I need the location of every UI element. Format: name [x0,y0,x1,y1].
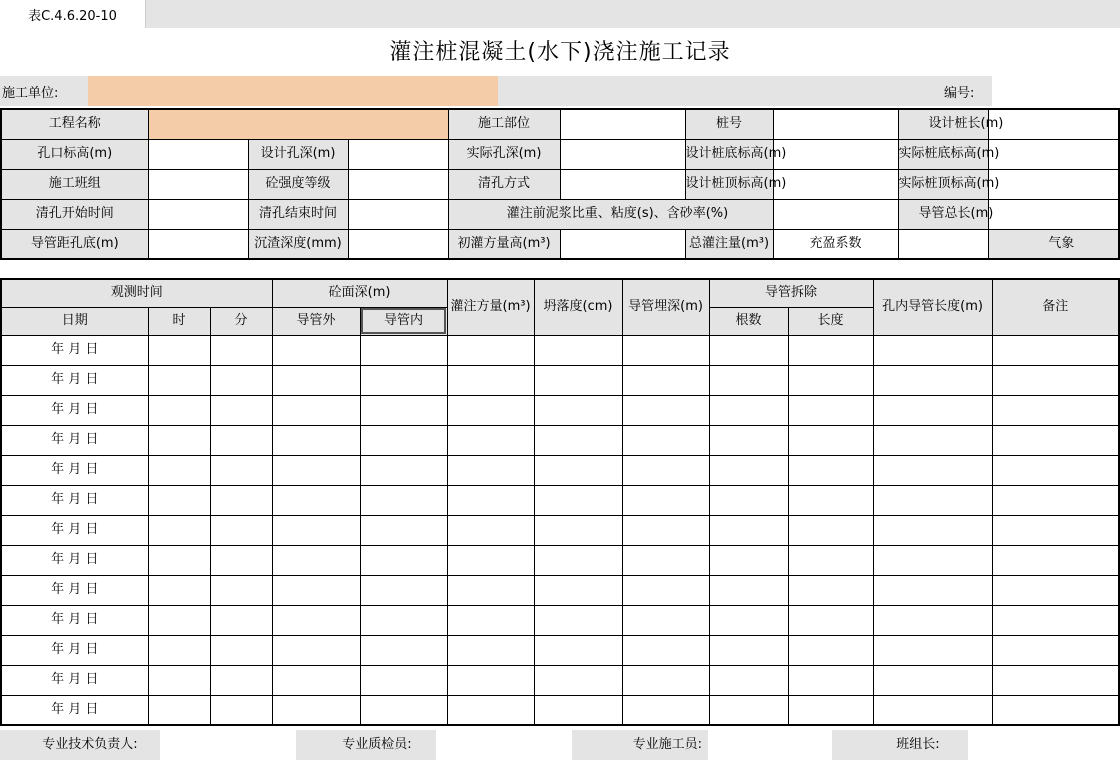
record-cell[interactable] [447,695,534,725]
header-minute: 分 [210,307,272,335]
label-fill-factor: 充盈系数 [809,235,862,251]
record-cell[interactable] [622,515,709,545]
record-cell[interactable] [447,545,534,575]
record-cell[interactable] [210,695,272,725]
record-cell[interactable] [873,485,992,515]
header-date: 日期 [1,307,148,335]
record-row [1,395,1119,425]
record-cell[interactable] [210,395,272,425]
record-cell[interactable] [534,485,622,515]
record-cell[interactable] [360,575,447,605]
record-cell[interactable] [210,455,272,485]
form-code-cell[interactable] [0,0,146,28]
label-pipe-to-bottom: 导管距孔底(m) [1,229,148,259]
label-pipe-total-length: 导管总长(m) [898,199,988,229]
record-cell[interactable] [873,545,992,575]
label-design-bottom-elevation: 设计桩底标高(m) [685,139,773,169]
label-constructor: 专业施工员: [632,737,702,752]
record-cell[interactable] [360,395,447,425]
record-cell[interactable] [447,665,534,695]
record-cell[interactable] [210,665,272,695]
record-cell[interactable] [360,665,447,695]
record-cell[interactable] [873,605,992,635]
design-hole-depth-input[interactable] [348,139,448,169]
record-cell[interactable] [148,545,210,575]
record-cell[interactable] [873,425,992,455]
hole-elevation-input[interactable] [148,139,248,169]
record-cell[interactable] [534,365,622,395]
label-cleaning-method: 清孔方式 [448,169,560,199]
record-row [1,695,1119,725]
record-cell[interactable] [148,395,210,425]
header-slump: 坍落度(cm) [534,279,622,335]
record-cell[interactable] [148,575,210,605]
record-row [1,605,1119,635]
record-cell[interactable] [360,545,447,575]
record-cell[interactable] [622,695,709,725]
record-cell[interactable] [360,485,447,515]
record-date-cell[interactable]: 年 月 日 [1,695,148,725]
record-cell[interactable] [272,545,360,575]
record-cell[interactable] [788,575,873,605]
label-design-top-elevation: 设计桩顶标高(m) [685,169,773,199]
record-cell[interactable] [148,335,210,365]
record-cell[interactable] [360,605,447,635]
record-cell[interactable] [210,365,272,395]
number-input[interactable] [992,76,1120,106]
label-concrete-grade: 砼强度等级 [248,169,348,199]
record-cell[interactable] [622,605,709,635]
form-code: 表C.4.6.20-10 [28,8,117,24]
record-cell[interactable] [534,335,622,365]
unit-label: 施工单位: [2,85,59,101]
signature-footer [0,730,1120,760]
record-cell[interactable] [788,395,873,425]
record-cell[interactable] [148,365,210,395]
pipe-to-bottom-input[interactable] [148,229,248,259]
record-cell[interactable] [447,515,534,545]
record-cell[interactable] [148,515,210,545]
record-cell[interactable] [360,455,447,485]
record-cell[interactable] [447,455,534,485]
record-cell[interactable] [534,575,622,605]
concrete-grade-input[interactable] [348,169,448,199]
team-leader-input[interactable] [968,730,1120,760]
record-cell[interactable] [447,395,534,425]
record-cell[interactable] [709,335,788,365]
record-cell[interactable] [788,605,873,635]
record-cell[interactable] [272,695,360,725]
header-pipe-depth: 导管埋深(m) [622,279,709,335]
record-cell[interactable] [992,635,1119,665]
record-cell[interactable] [360,335,447,365]
record-row [1,635,1119,665]
record-date-cell[interactable]: 年 月 日 [1,455,148,485]
header-length: 长度 [788,307,873,335]
record-cell[interactable] [534,425,622,455]
record-cell[interactable] [534,665,622,695]
quality-inspector-input[interactable] [436,730,572,760]
record-cell[interactable] [360,635,447,665]
record-cell[interactable] [788,515,873,545]
header-inside-pipe[interactable]: 导管内 [360,307,447,335]
record-cell[interactable] [709,485,788,515]
record-cell[interactable] [622,395,709,425]
record-cell[interactable] [272,425,360,455]
record-body [1,335,1119,725]
clean-end-input[interactable] [348,199,448,229]
record-cell[interactable] [272,515,360,545]
record-row [1,425,1119,455]
record-row [1,665,1119,695]
record-cell[interactable] [709,365,788,395]
record-cell[interactable] [992,605,1119,635]
label-team-leader: 班组长: [896,737,940,752]
record-cell[interactable] [148,605,210,635]
label-project-name: 工程名称 [1,109,148,139]
record-date-cell[interactable]: 年 月 日 [1,425,148,455]
initial-pour-input[interactable] [560,229,685,259]
record-date-cell[interactable]: 年 月 日 [1,635,148,665]
header-pipe-remove: 导管拆除 [709,279,873,307]
record-cell[interactable] [788,455,873,485]
record-cell[interactable] [788,665,873,695]
record-cell[interactable] [272,485,360,515]
record-cell[interactable] [148,635,210,665]
record-cell[interactable] [210,605,272,635]
header-remarks: 备注 [992,279,1119,335]
label-total-pour: 总灌注量(m³) [685,229,773,259]
record-cell[interactable] [447,575,534,605]
record-cell[interactable] [992,515,1119,545]
record-cell[interactable] [873,665,992,695]
record-cell[interactable] [210,575,272,605]
record-cell[interactable] [148,425,210,455]
record-cell[interactable] [272,395,360,425]
pipe-total-length-input[interactable] [988,199,1119,229]
record-cell[interactable] [148,665,210,695]
label-team: 施工班组 [1,169,148,199]
record-cell[interactable] [709,425,788,455]
record-date-cell[interactable]: 年 月 日 [1,485,148,515]
design-pile-length-input[interactable] [988,109,1119,139]
record-cell[interactable] [788,425,873,455]
total-pour-input[interactable] [773,229,898,259]
record-cell[interactable] [709,395,788,425]
pile-no-input[interactable] [773,109,898,139]
label-design-hole-depth: 设计孔深(m) [248,139,348,169]
cleaning-method-input[interactable] [560,169,685,199]
record-cell[interactable] [873,455,992,485]
header-pour-volume: 灌注方量(m³) [447,279,534,335]
record-row [1,335,1119,365]
top-header-bar [0,0,1120,28]
label-mud-properties: 灌注前泥浆比重、粘度(s)、含砂率(%) [448,199,773,229]
record-cell[interactable] [148,695,210,725]
record-cell[interactable] [788,365,873,395]
record-row [1,485,1119,515]
record-date-cell[interactable]: 年 月 日 [1,545,148,575]
record-cell[interactable] [992,455,1119,485]
record-cell[interactable] [709,545,788,575]
tech-lead-input[interactable] [160,730,296,760]
record-cell[interactable] [992,365,1119,395]
record-cell[interactable] [272,455,360,485]
team-input[interactable] [148,169,248,199]
header-observe-time: 观测时间 [1,279,272,307]
actual-hole-depth-input[interactable] [560,139,685,169]
record-date-cell[interactable]: 年 月 日 [1,605,148,635]
record-cell[interactable] [873,575,992,605]
record-cell[interactable] [272,665,360,695]
label-pile-no: 桩号 [685,109,773,139]
record-row [1,545,1119,575]
header-pipe-length-in-hole: 孔内导管长度(m) [873,279,992,335]
number-label: 编号: [944,85,975,101]
header-hour: 时 [148,307,210,335]
record-date-cell[interactable]: 年 月 日 [1,335,148,365]
record-cell[interactable] [210,485,272,515]
label-construction-part: 施工部位 [448,109,560,139]
record-cell[interactable] [534,695,622,725]
info-table [0,108,1120,260]
record-cell[interactable] [622,455,709,485]
header-concrete-depth: 砼面深(m) [272,279,447,307]
header-count: 根数 [709,307,788,335]
record-cell[interactable] [788,635,873,665]
record-cell[interactable] [709,665,788,695]
record-cell[interactable] [534,635,622,665]
label-sediment-depth: 沉渣深度(mm) [248,229,348,259]
label-weather: 气象 [988,229,1119,259]
record-cell[interactable] [709,695,788,725]
record-cell[interactable] [534,395,622,425]
record-cell[interactable] [272,335,360,365]
record-cell[interactable] [709,455,788,485]
record-cell[interactable] [873,395,992,425]
record-row [1,575,1119,605]
record-cell[interactable] [534,515,622,545]
record-cell[interactable] [447,485,534,515]
record-cell[interactable] [534,605,622,635]
record-cell[interactable] [992,545,1119,575]
record-cell[interactable] [622,365,709,395]
record-row [1,365,1119,395]
record-cell[interactable] [210,335,272,365]
record-cell[interactable] [788,545,873,575]
unit-input[interactable] [88,76,498,106]
record-cell[interactable] [622,485,709,515]
record-date-cell[interactable]: 年 月 日 [1,365,148,395]
record-cell[interactable] [360,425,447,455]
project-name-input[interactable] [148,109,448,139]
record-cell[interactable] [447,335,534,365]
constructor-input[interactable] [708,730,832,760]
label-initial-pour: 初灌方量高(m³) [448,229,560,259]
record-cell[interactable] [447,365,534,395]
record-cell[interactable] [709,515,788,545]
mud-properties-input[interactable] [773,199,898,229]
record-cell[interactable] [148,455,210,485]
sediment-depth-input[interactable] [348,229,448,259]
design-bottom-elevation-input[interactable] [773,139,898,169]
record-cell[interactable] [788,695,873,725]
record-row [1,515,1119,545]
record-cell[interactable] [788,485,873,515]
record-cell[interactable] [873,695,992,725]
label-tech-lead: 专业技术负责人: [42,737,138,752]
record-cell[interactable] [447,605,534,635]
record-cell[interactable] [622,635,709,665]
label-quality-inspector: 专业质检员: [342,737,412,752]
label-clean-end: 清孔结束时间 [248,199,348,229]
record-cell[interactable] [992,695,1119,725]
record-cell[interactable] [709,605,788,635]
record-cell[interactable] [992,665,1119,695]
record-cell[interactable] [210,545,272,575]
record-cell[interactable] [992,335,1119,365]
construction-part-input[interactable] [560,109,685,139]
label-actual-hole-depth: 实际孔深(m) [448,139,560,169]
record-cell[interactable] [873,635,992,665]
record-cell[interactable] [788,335,873,365]
record-cell[interactable] [272,605,360,635]
label-actual-bottom-elevation: 实际桩底标高(m) [898,139,988,169]
label-actual-top-elevation: 实际桩顶标高(m) [898,169,988,199]
record-cell[interactable] [210,515,272,545]
record-cell[interactable] [622,665,709,695]
actual-bottom-elevation-input[interactable] [988,139,1119,169]
record-cell[interactable] [272,575,360,605]
record-date-cell[interactable]: 年 月 日 [1,395,148,425]
record-date-cell[interactable]: 年 月 日 [1,515,148,545]
header-outside-pipe: 导管外 [272,307,360,335]
record-cell[interactable] [534,455,622,485]
record-cell[interactable] [622,545,709,575]
fill-factor-input[interactable] [898,229,988,259]
record-cell[interactable] [360,365,447,395]
record-cell[interactable] [622,575,709,605]
record-date-cell[interactable]: 年 月 日 [1,575,148,605]
record-cell[interactable] [210,425,272,455]
record-cell[interactable] [210,635,272,665]
record-table [0,278,1120,726]
actual-top-elevation-input[interactable] [988,169,1119,199]
record-cell[interactable] [873,515,992,545]
record-cell[interactable] [992,575,1119,605]
record-row [1,455,1119,485]
page-title: 灌注桩混凝土(水下)浇注施工记录 [389,39,731,65]
clean-start-input[interactable] [148,199,248,229]
record-cell[interactable] [148,485,210,515]
record-cell[interactable] [272,635,360,665]
label-design-pile-length: 设计桩长(m) [898,109,988,139]
record-cell[interactable] [447,425,534,455]
record-cell[interactable] [992,485,1119,515]
record-cell[interactable] [992,395,1119,425]
record-cell[interactable] [873,365,992,395]
label-hole-elevation: 孔口标高(m) [1,139,148,169]
record-cell[interactable] [622,335,709,365]
record-cell[interactable] [873,335,992,365]
record-cell[interactable] [992,425,1119,455]
record-cell[interactable] [272,365,360,395]
record-cell[interactable] [534,545,622,575]
record-cell[interactable] [622,425,709,455]
record-cell[interactable] [447,635,534,665]
record-cell[interactable] [360,515,447,545]
design-top-elevation-input[interactable] [773,169,898,199]
record-cell[interactable] [709,635,788,665]
record-cell[interactable] [709,575,788,605]
label-clean-start: 清孔开始时间 [1,199,148,229]
record-date-cell[interactable]: 年 月 日 [1,665,148,695]
record-cell[interactable] [360,695,447,725]
